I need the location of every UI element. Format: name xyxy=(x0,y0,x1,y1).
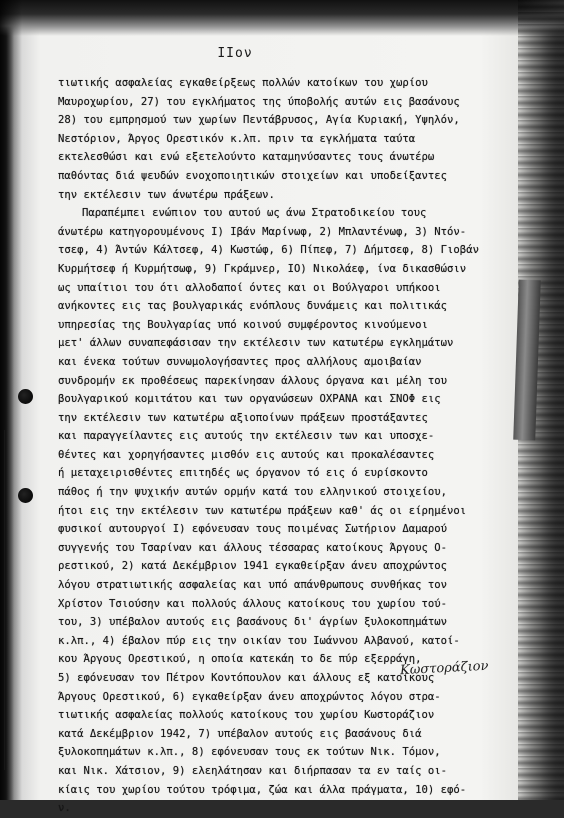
text-line: του, 3) υπέβαλον αυτούς εις βασάνους δι' άγρίων ξυλοκοπημάτων xyxy=(58,616,448,629)
text-line: υπηρεσίας της Βουλγαρίας υπό κοινού συμφέροντος κινούμενοι xyxy=(58,318,428,331)
text-line: ως υπαίτιοι του ότι αλλοδαποί όντες και οι Βούλγαροι υπήκοοι xyxy=(58,281,441,294)
scan-top-shadow xyxy=(0,0,564,36)
text-line: ρεστικού, 2) κατά Δεκέμβριον 1941 εγκαθείρξαν άνευ αποχρώντος xyxy=(58,560,448,573)
punch-hole xyxy=(18,389,33,404)
text-line: κου Άργους Ορεστικού, η οποία κατεκάη το δε πύρ εξερράγη, xyxy=(58,653,422,666)
text-line: συνδρομήν εκ προθέσεως παρεκίνησαν άλλους όργανα και μέλη του xyxy=(58,374,448,387)
text-line: συγγενής του Τσαρίναν και άλλους τέσσαρας κατοίκους Άργους Ο- xyxy=(58,541,448,554)
text-line: Μαυροχωρίου, 27) του εγκλήματος της ύποβολής αυτών εις βασάνους xyxy=(58,95,460,108)
text-line: 5) εφόνευσαν τον Πέτρον Κοντόπουλον και άλλους εξ κατοίκους xyxy=(58,672,435,684)
document-body xyxy=(58,74,528,818)
text-line: τσεφ, 4) Άντών Κάλτσεφ, 4) Κωστώφ, 6) Πίπεφ, 7) Δήμτσεφ, 8) Γιοβάν xyxy=(58,244,479,257)
text-line: παθόντας διά ψευδών ενοχοποιητικών στοιχείων και υποδείξαντες xyxy=(58,169,448,182)
text-line: και ένεκα τούτων συνωμολογήσαντες προς αλλήλους αμοιβαίαν xyxy=(58,355,422,368)
text-line: μετ' άλλων συναπεφάσισαν την εκτέλεσιν των κατωτέρω εγκλημάτων xyxy=(58,337,454,350)
text-line: κίαις του χωρίου τούτου τρόφιμα, ζώα και άλλα πράγματα, 10) εφό- xyxy=(58,783,467,796)
text-line: και παραγγείλαντες εις αυτούς την εκτέλεσιν των και υποσχε- xyxy=(58,430,435,443)
margin-annotation xyxy=(4,430,31,770)
text-line: την εκτέλεσιν των κατωτέρω αξιοποίνων πράξεων προστάξαντες xyxy=(58,411,428,424)
text-line: φυσικοί αυτουργοί I) εφόνευσαν τους ποιμένας Σωτήριον Δαμαρού xyxy=(58,523,448,536)
page-number: IIον xyxy=(217,46,253,61)
text-line: την εκτέλεσιν των άνωτέρω πράξεων. xyxy=(58,188,275,201)
text-line: Παραπέμπει ενώπιον του αυτού ως άνω Στρατοδικείου τους xyxy=(82,207,427,220)
text-line: θέντες και χορηγήσαντες μισθόν εις αυτούς και προκαλέσαντες xyxy=(58,448,435,461)
text-line: άνωτέρω κατηγορουμένους I) Ιβάν Μαρίνωφ, 2) Μπλαντένωφ, 3) Ντόν- xyxy=(58,225,467,238)
text-line: κατά Δεκέμβριον 1942, 7) υπέβαλον αυτούς εις βασάνους διά xyxy=(58,727,422,740)
text-line: Κυρμήτσεφ ή Κυρμήτσωφ, 9) Γκράμνερ, IO) Νικολάεφ, ίνα δικασθώσιν xyxy=(58,262,467,275)
text-line: ξυλοκοπημάτων κ.λπ., 8) εφόνευσαν τους εκ τούτων Νικ. Τόμον, xyxy=(58,746,441,759)
text-line: τιωτικής ασφαλείας εγκαθείρξεως πολλών κατοίκων του χωρίου xyxy=(58,77,428,89)
text-line: ή μεταχειρισθέντες επιτηδές ως όργανον τό εις ό ευρίσκοντο xyxy=(58,467,428,480)
text-line: κ.λπ., 4) έβαλον πύρ εις την οικίαν του Ιωάννου Αλβανού, κατοί- xyxy=(58,634,460,647)
text-line: ν. xyxy=(58,802,71,815)
text-line: Νεστόριον, Άργος Ορεστικόν κ.λπ. πριν τα εγκλήματα ταύτα xyxy=(58,132,416,145)
text-line: Χρίστον Τσιούσην και πολλούς άλλους κατοίκους του χωρίου τού- xyxy=(58,597,448,610)
text-line: λόγου στρατιωτικής ασφαλείας και υπό απάνθρωπους συνθήκας τον xyxy=(58,579,448,592)
punch-hole xyxy=(18,488,33,503)
text-line: και Νικ. Χάτσιον, 9) ελεηλάτησαν και διήρπασαν τα εν ταίς οι- xyxy=(58,764,448,777)
text-line: τιωτικής ασφαλείας πολλούς κατοίκους του χωρίου Κωστοράζιον xyxy=(58,709,435,722)
text-line: βουλγαρικού κομιτάτου και των οργανώσεων ΟΧΡΑΝΑ και ΣΝΟΦ εις xyxy=(58,393,441,406)
text-line: ήτοι εις την εκτέλεσιν των κατωτέρω πράξεων καθ' άς οι είρημένοι xyxy=(58,504,467,517)
text-line: Άργους Ορεστικού, 6) εγκαθείρξαν άνευ αποχρώντος λόγου στρα- xyxy=(58,690,441,703)
handwritten-note: Κωστοράζιον xyxy=(399,658,489,679)
text-line: 28) του εμπρησμού των χωρίων Πεντάβρυσος, Αγία Κυριακή, Υψηλόν, xyxy=(58,114,460,127)
text-line: πάθος ή την ψυχικήν αυτών ορμήν κατά του ελληνικού στοιχείου, xyxy=(58,486,448,499)
text-line: ανήκοντες εις τας βουλγαρικάς ενόπλους δυνάμεις και πολιτικάς xyxy=(58,300,448,313)
text-line: εκτελεσθώσι και ενώ εξετελούντο καταμηνύσαντες τους άνωτέρω xyxy=(58,151,435,164)
